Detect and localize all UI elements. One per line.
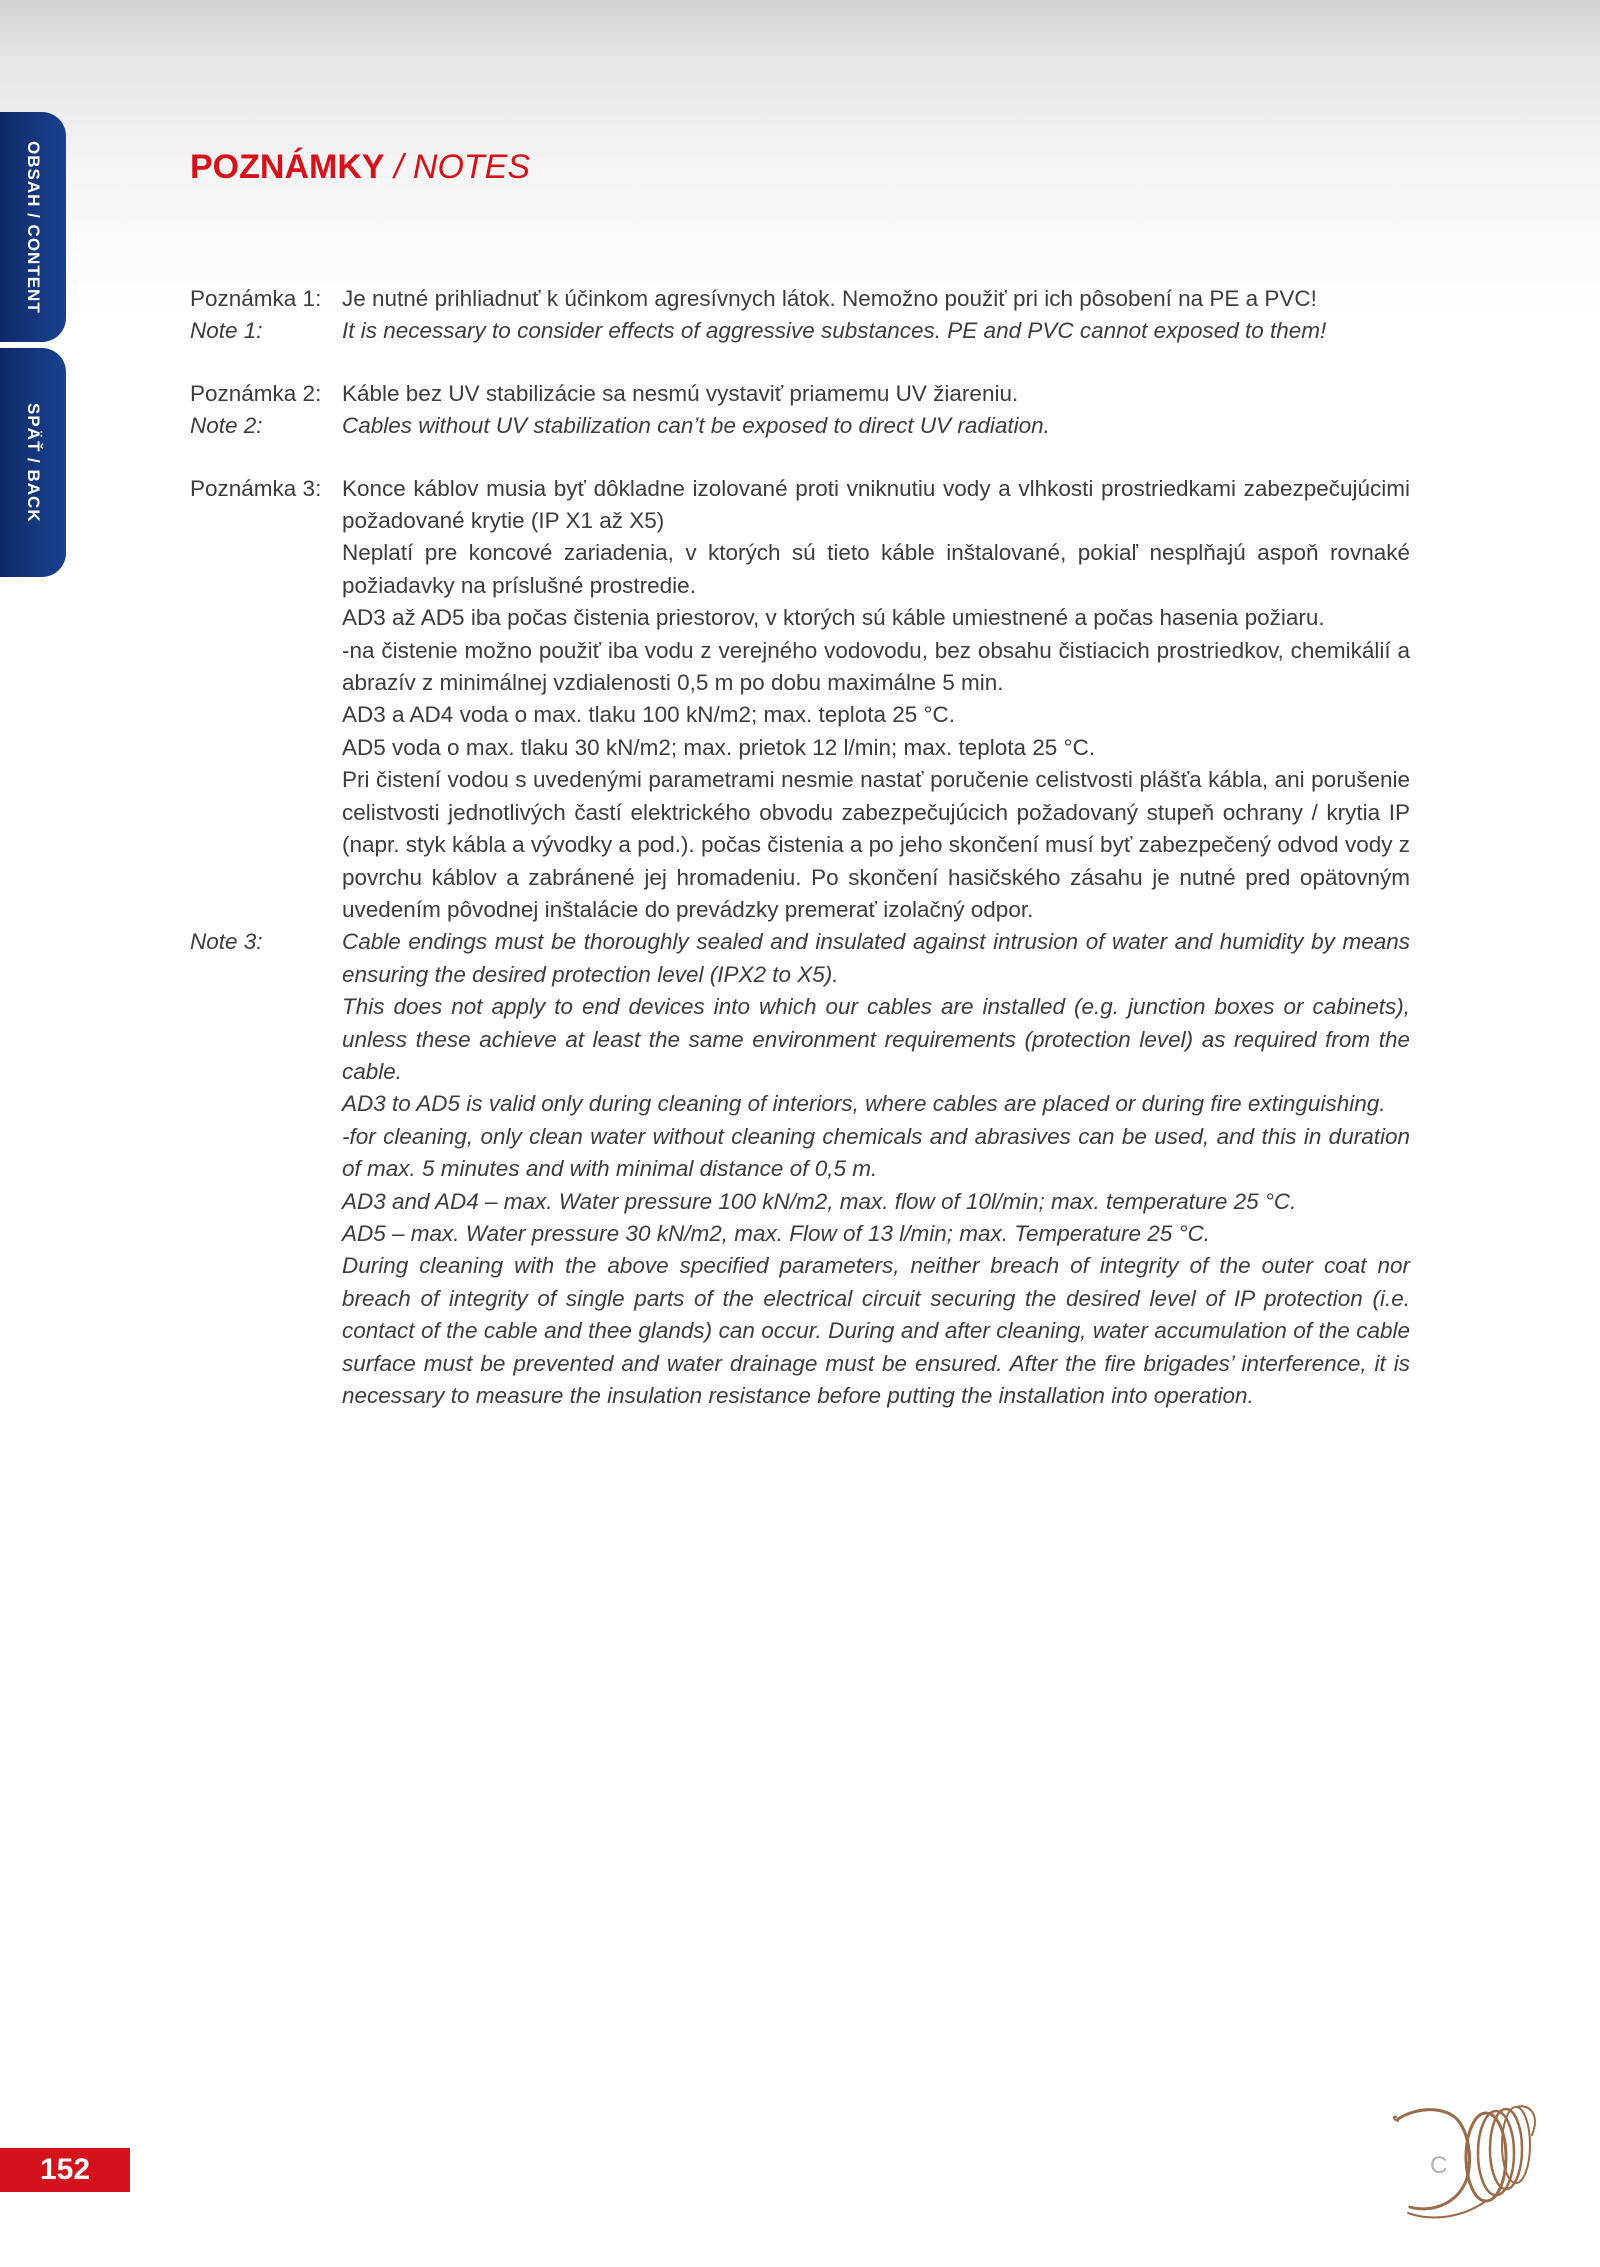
- back-tab[interactable]: [0, 348, 66, 577]
- note-1-en-text: It is necessary to consider effects of aggressive substances. PE and PVC cannot exposed to them!: [342, 318, 1327, 344]
- notes-section: [190, 283, 1410, 1412]
- logo-letter: C: [1430, 2152, 1448, 2179]
- side-navigation: [0, 112, 66, 577]
- note-3-en-paragraph: AD3 to AD5 is valid only during cleaning of interiors, where cables are placed or during fire extinguishing.: [342, 1091, 1386, 1117]
- note-3-en-paragraph: Cable endings must be thoroughly sealed and insulated against intrusion of water and humidity by means ensuring the desired protection level (IPX2 to X5).: [342, 929, 1410, 987]
- note-3-en-paragraph: AD3 and AD4 – max. Water pressure 100 kN/m2, max. flow of 10l/min; max. temperature 25 °C.: [342, 1188, 1297, 1214]
- note-3-sk-paragraph: Pri čistení vodou s uvedenými parametrami nesmie nastať poručenie celistvosti plášťa kábla, ani porušenie celistvosti jednotlivých častí elektrického obvodu zabezpečujúcich požadovaný stupeň ochrany / krytia IP (napr. styk kábla a vývodky a pod.). počas čistenia a po jeho skončení musí byť zabezpečený odvod vody z povrchu káblov a zabránené jej hromadeniu. Po skončení hasičského zásahu je nutné pred opätovným uvedením pôvodnej inštalácie do prevádzky premerať izolačný odpor.: [342, 767, 1410, 922]
- note-3-slovak: [190, 473, 1410, 927]
- note-3-sk-paragraph: AD3 až AD5 iba počas čistenia priestorov, v ktorých sú káble umiestnené a počas hasenia požiaru.: [342, 605, 1325, 631]
- note-3-sk-paragraph: Konce káblov musia byť dôkladne izolované proti vniknutiu vody a vlhkosti prostriedkami zabezpečujúcimi požadované krytie (IP X1 až X5): [342, 475, 1410, 534]
- note-3-sk-label: Poznámka 3:: [190, 475, 322, 501]
- back-tab-label: SPÄŤ / BACK: [24, 402, 43, 523]
- content-tab-label: OBSAH / CONTENT: [24, 140, 43, 314]
- note-3-sk-paragraph: AD3 a AD4 voda o max. tlaku 100 kN/m2; max. teplota 25 °C.: [342, 702, 956, 728]
- note-3-en-paragraph: This does not apply to end devices into which our cables are installed (e.g. junction boxes or cabinets), unless these achieve at least the same environment requirements (protection level) as required from the cable.: [342, 994, 1410, 1084]
- page-number: 152: [0, 2148, 130, 2192]
- title-english: / NOTES: [394, 148, 531, 186]
- note-3-en-paragraph: During cleaning with the above specified parameters, neither breach of integrity of the outer coat nor breach of integrity of single parts of the electrical circuit securing the desired level of IP protection (i.e. contact of the cable and thee glands) can occur. During and after cleaning, water accumulation of the cable surface must be prevented and water drainage must be ensured. After the fire brigades’ interference, it is necessary to measure the insulation resistance before putting the installation into operation.: [342, 1253, 1410, 1408]
- title-slovak: POZNÁMKY: [190, 148, 385, 186]
- note-1-sk-text: Je nutné prihliadnuť k účinkom agresívnych látok. Nemožno použiť pri ich pôsobení na PE a PVC!: [342, 286, 1317, 311]
- page-title: [190, 148, 530, 187]
- note-3-english: [190, 926, 1410, 1412]
- note-2-sk-label: Poznámka 2:: [190, 380, 322, 406]
- note-2-en-label: Note 2:: [190, 413, 263, 439]
- note-1-slovak: [190, 283, 1410, 315]
- note-3-sk-paragraph: -na čistenie možno použiť iba vodu z verejného vodovodu, bez obsahu čistiacich prostriedkov, chemikálií a abrazív z minimálnej vzdialenosti 0,5 m po dobu maximálne 5 min.: [342, 637, 1410, 696]
- note-1-english: [190, 315, 1410, 347]
- note-3-en-paragraph: -for cleaning, only clean water without cleaning chemicals and abrasives can be used, and this in duration of max. 5 minutes and with minimal distance of 0,5 m.: [342, 1123, 1410, 1182]
- note-1-en-label: Note 1:: [190, 318, 263, 344]
- note-2-sk-text: Káble bez UV stabilizácie sa nesmú vystaviť priamemu UV žiareniu.: [342, 380, 1019, 406]
- content-tab[interactable]: [0, 112, 66, 342]
- note-3-en-label: Note 3:: [190, 929, 263, 955]
- note-3-sk-paragraph: Neplatí pre koncové zariadenia, v ktorých sú tieto káble inštalované, pokiaľ nesplňajú aspoň rovnaké požiadavky na príslušné prostredie.: [342, 540, 1410, 598]
- note-1-sk-label: Poznámka 1:: [190, 286, 322, 311]
- note-2-english: [190, 410, 1410, 442]
- cable-reel-logo: [1390, 2095, 1550, 2225]
- note-3-sk-paragraph: AD5 voda o max. tlaku 30 kN/m2; max. prietok 12 l/min; max. teplota 25 °C.: [342, 734, 1096, 760]
- note-2-en-text: Cables without UV stabilization can’t be exposed to direct UV radiation.: [342, 413, 1050, 439]
- note-2-slovak: [190, 378, 1410, 410]
- note-3-en-paragraph: AD5 – max. Water pressure 30 kN/m2, max. Flow of 13 l/min; max. Temperature 25 °C.: [342, 1220, 1211, 1246]
